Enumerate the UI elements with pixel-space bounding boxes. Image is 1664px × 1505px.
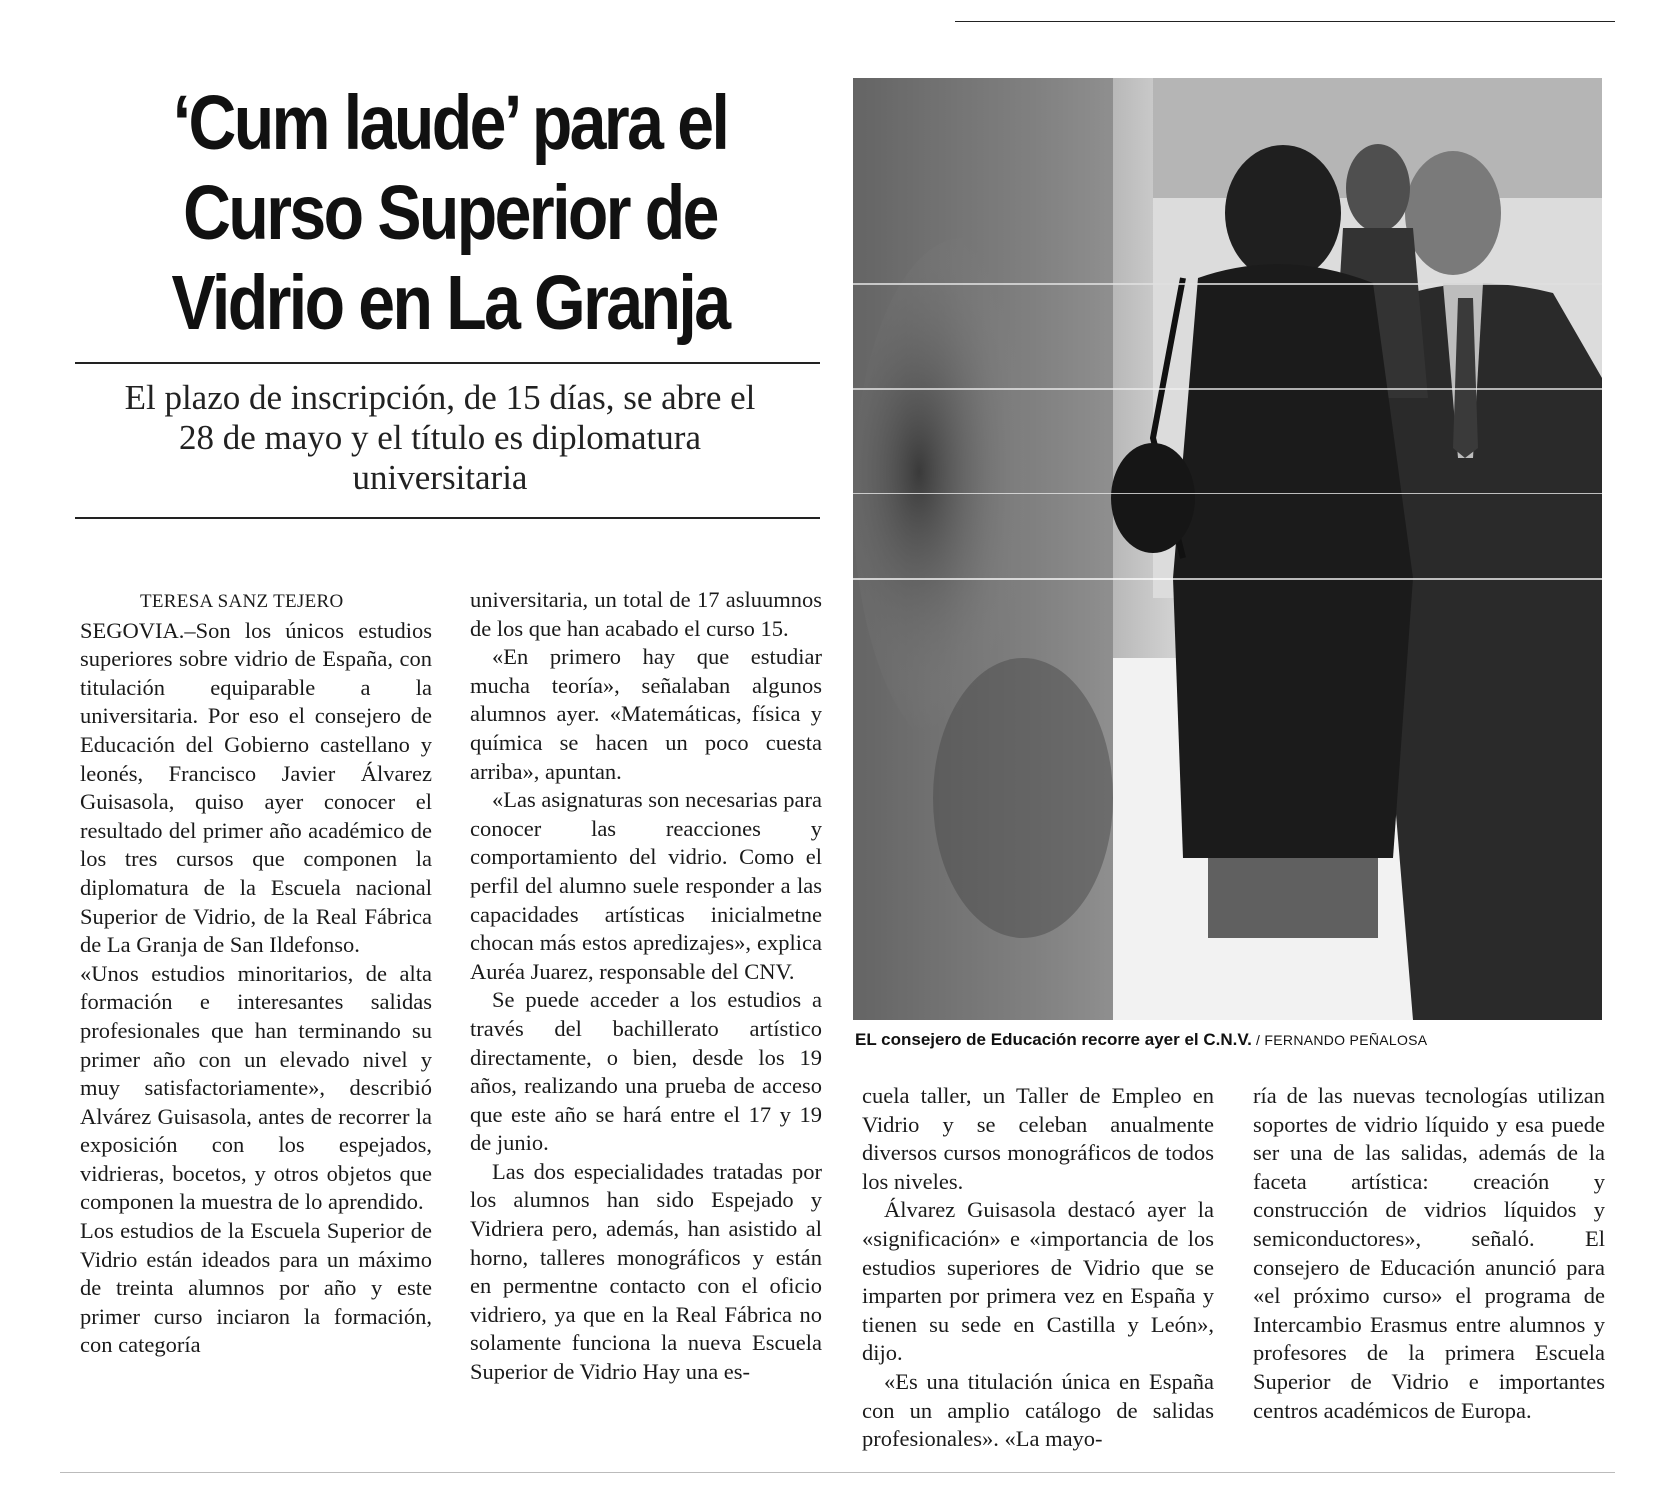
headline: ‘Cum laude’ para el Curso Superior de Vidrio en La Granja bbox=[171, 80, 729, 346]
subheadline-rule bbox=[75, 517, 820, 519]
paragraph: «En primero hay que estudiar mucha teoría», señalaban algunos alumnos ayer. «Matemáticas, física y química se hacen un poco cuesta arriba», apuntan. bbox=[470, 644, 822, 784]
subheadline: El plazo de inscripción, de 15 días, se abre el 28 de mayo y el título es diplomatura universitaria bbox=[124, 378, 756, 497]
top-rule bbox=[955, 21, 1615, 22]
paragraph: cuela taller, un Taller de Empleo en Vidrio y se celeban anualmente diversos cursos monográficos de todos los niveles. bbox=[862, 1083, 1214, 1194]
paragraph: Las dos especialidades tratadas por los alumnos han sido Espejado y Vidriera pero, además, han asistido al horno, talleres monográficos y están en permentne contacto con el oficio vidriero, ya que en la Real Fábrica no solamente funciona la nueva Escuela Superior de Vidrio Hay una es- bbox=[470, 1158, 822, 1385]
paragraph: SEGOVIA.–Son los únicos estudios superiores sobre vidrio de España, con titulación equiparable a la universitaria. Por eso el consejero de Educación del Gobierno castellano y leonés, Francisco Javier Álvarez Guisasola, quiso ayer conocer el resultado del primer año académico de los tres cursos que componen la diplomatura de la Escuela nacional Superior de Vidrio, de la Real Fábrica de La Granja de San Ildefonso. bbox=[80, 617, 432, 958]
bottom-rule bbox=[60, 1472, 1615, 1473]
paragraph: «Es una titulación única en España con un amplio catálogo de salidas profesionales». «La mayo- bbox=[862, 1368, 1214, 1452]
news-photo bbox=[853, 78, 1602, 1020]
paragraph: «Unos estudios minoritarios, de alta formación e interesantes salidas profesionales que han terminando su primer año con un elevado nivel y muy satisfactoriamente», describió Alvárez Guisasola, antes de recorrer la exposición con los espejados, vidrieras, bocetos, y otros objetos que componen la muestra de lo aprendido. bbox=[80, 960, 432, 1215]
paragraph: universitaria, un total de 17 asluumnos de los que han acabado el curso 15. bbox=[470, 587, 822, 641]
column-3 bbox=[862, 1082, 1214, 1454]
caption-text: EL consejero de Educación recorre ayer el C.N.V. bbox=[855, 1030, 1252, 1049]
photo-caption bbox=[855, 1030, 1615, 1050]
photo-image bbox=[853, 78, 1602, 1020]
column-4 bbox=[1253, 1082, 1605, 1425]
headline-rule bbox=[75, 362, 820, 364]
byline: TERESA SANZ TEJERO bbox=[140, 591, 344, 612]
paragraph: Los estudios de la Escuela Superior de Vidrio están ideados para un máximo de treinta alumnos por año y este primer curso inciaron la formación, con categoría bbox=[80, 1218, 432, 1358]
paragraph: Álvarez Guisasola destacó ayer la «significación» e «importancia de los estudios superiores de Vidrio que se imparten por primera vez en España y tienen su sede en Castilla y León», dijo. bbox=[862, 1197, 1214, 1366]
photo-credit: / FERNANDO PEÑALOSA bbox=[1251, 1032, 1428, 1048]
paragraph: «Las asignaturas son necesarias para conocer las reacciones y comportamiento del vidrio. Como el perfil del alumno suele responder a las capacidades artísticas inicialmetne chocan más estos apredizajes», explica Auréa Juarez, responsable del CNV. bbox=[470, 787, 822, 984]
paragraph: ría de las nuevas tecnologías utilizan soportes de vidrio líquido y esa puede ser una de las salidas, además de la faceta artística: creación y construcción de vidrios líquidos y semiconductores», señaló. El consejero de Educación anunció para «el próximo curso» el programa de Intercambio Erasmus entre alumnos y profesores de la primera Escuela Superior de Vidrio e importantes centros académicos de Europa. bbox=[1253, 1083, 1605, 1423]
column-2 bbox=[470, 586, 822, 1387]
paragraph: Se puede acceder a los estudios a través del bachillerato artístico directamente, o bien, desde los 19 años, realizando una prueba de acceso que este año se hará entre el 17 y 19 de junio. bbox=[470, 987, 822, 1156]
column-1 bbox=[80, 588, 432, 1360]
